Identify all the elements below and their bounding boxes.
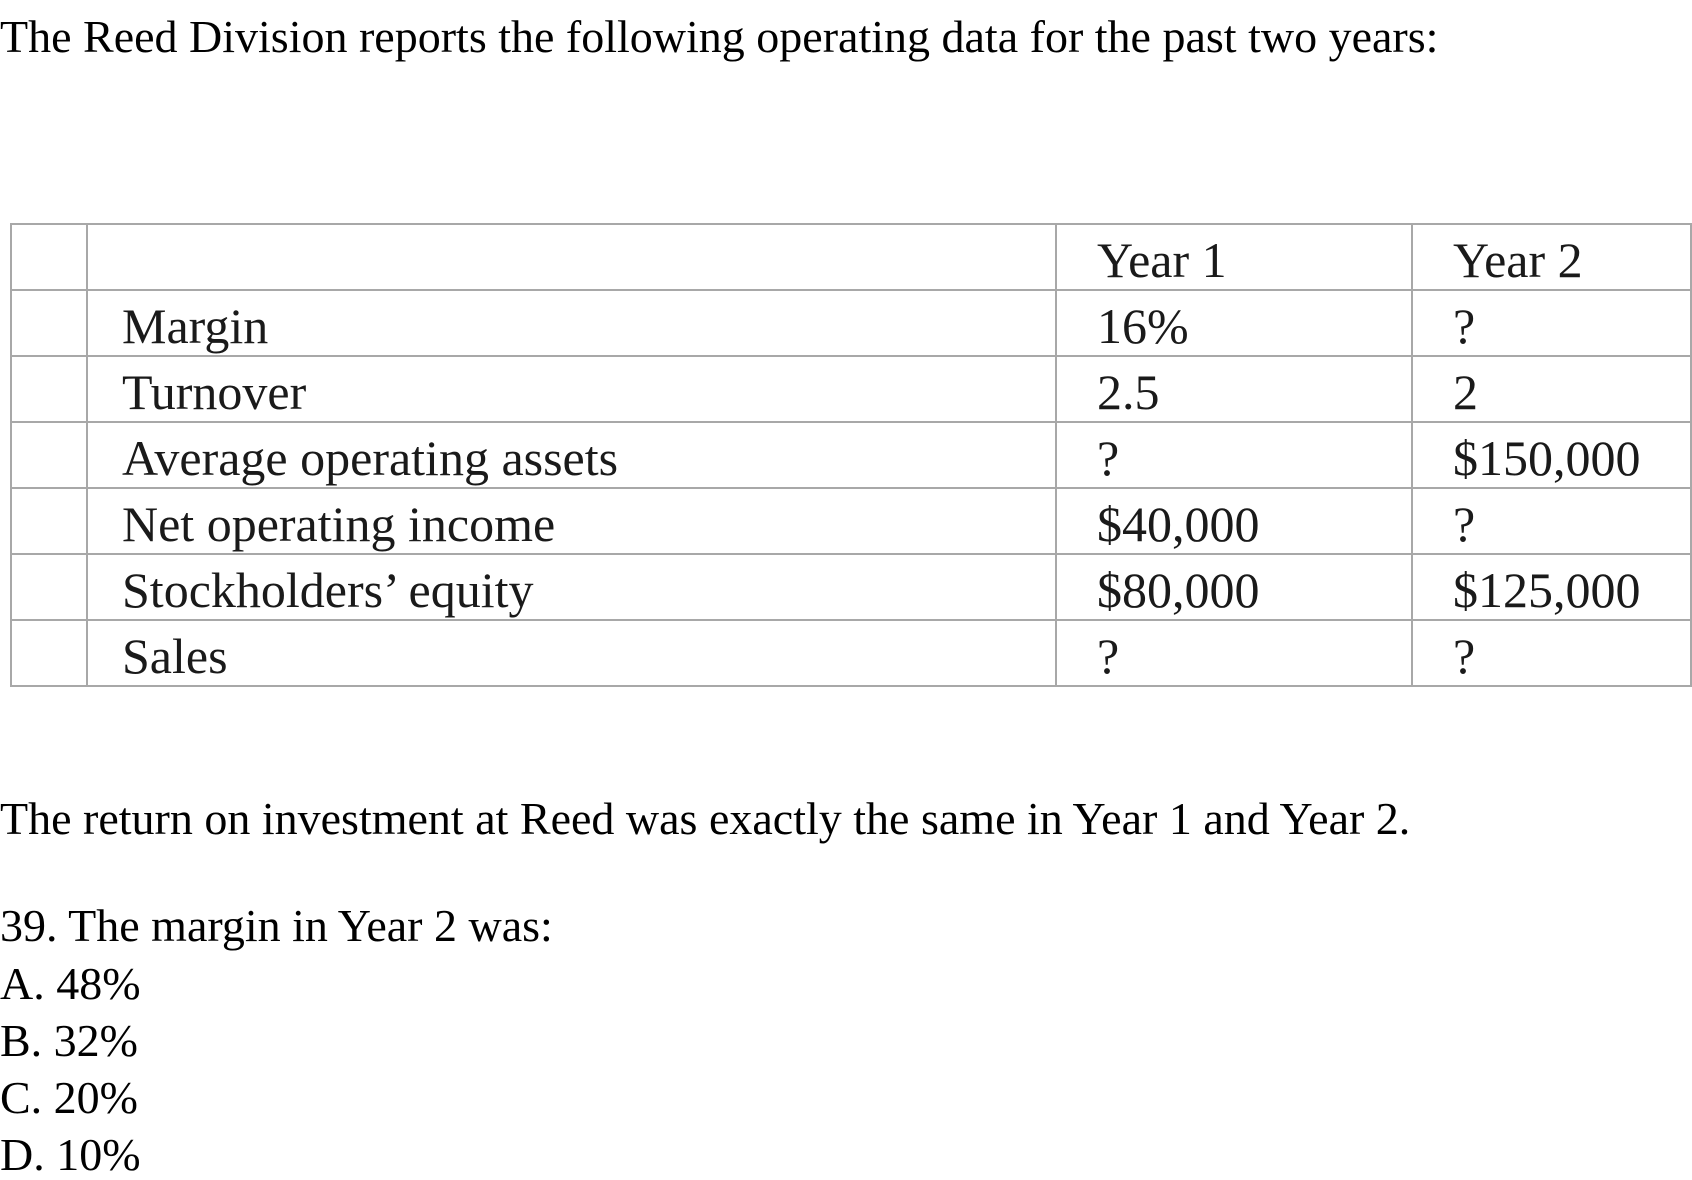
answer-option-c[interactable]: C. 20% bbox=[0, 1072, 138, 1123]
row-label: Turnover bbox=[87, 356, 1056, 422]
row-label: Margin bbox=[87, 290, 1056, 356]
table-header-year1: Year 1 bbox=[1056, 224, 1412, 290]
table-row bbox=[11, 290, 1691, 356]
table-blank-cell bbox=[11, 488, 87, 554]
answer-option-d[interactable]: D. 10% bbox=[0, 1129, 141, 1180]
row-label: Sales bbox=[87, 620, 1056, 686]
question-text: 39. The margin in Year 2 was: bbox=[0, 900, 553, 951]
roi-statement: The return on investment at Reed was exactly the same in Year 1 and Year 2. bbox=[0, 793, 1411, 844]
table-header-label bbox=[87, 224, 1056, 290]
row-label: Average operating assets bbox=[87, 422, 1056, 488]
intro-text: The Reed Division reports the following operating data for the past two years: bbox=[0, 11, 1439, 62]
table-blank-cell bbox=[11, 356, 87, 422]
table-blank-cell bbox=[11, 620, 87, 686]
operating-data-table bbox=[10, 223, 1692, 687]
row-year1-value: $40,000 bbox=[1056, 488, 1412, 554]
table-blank-cell bbox=[11, 290, 87, 356]
row-year2-value: 2 bbox=[1412, 356, 1691, 422]
table-header-year2: Year 2 bbox=[1412, 224, 1691, 290]
table-blank-cell bbox=[11, 224, 87, 290]
table-row bbox=[11, 422, 1691, 488]
row-year1-value: 2.5 bbox=[1056, 356, 1412, 422]
table-row bbox=[11, 356, 1691, 422]
row-year2-value: $150,000 bbox=[1412, 422, 1691, 488]
row-label: Net operating income bbox=[87, 488, 1056, 554]
row-label: Stockholders’ equity bbox=[87, 554, 1056, 620]
table-row bbox=[11, 620, 1691, 686]
row-year2-value: ? bbox=[1412, 488, 1691, 554]
answer-option-b[interactable]: B. 32% bbox=[0, 1015, 138, 1066]
row-year2-value: ? bbox=[1412, 290, 1691, 356]
row-year1-value: 16% bbox=[1056, 290, 1412, 356]
table-header-row bbox=[11, 224, 1691, 290]
answer-option-a[interactable]: A. 48% bbox=[0, 958, 141, 1009]
row-year1-value: ? bbox=[1056, 422, 1412, 488]
table-blank-cell bbox=[11, 422, 87, 488]
row-year2-value: ? bbox=[1412, 620, 1691, 686]
table-blank-cell bbox=[11, 554, 87, 620]
table-row bbox=[11, 554, 1691, 620]
row-year2-value: $125,000 bbox=[1412, 554, 1691, 620]
row-year1-value: ? bbox=[1056, 620, 1412, 686]
row-year1-value: $80,000 bbox=[1056, 554, 1412, 620]
table-row bbox=[11, 488, 1691, 554]
